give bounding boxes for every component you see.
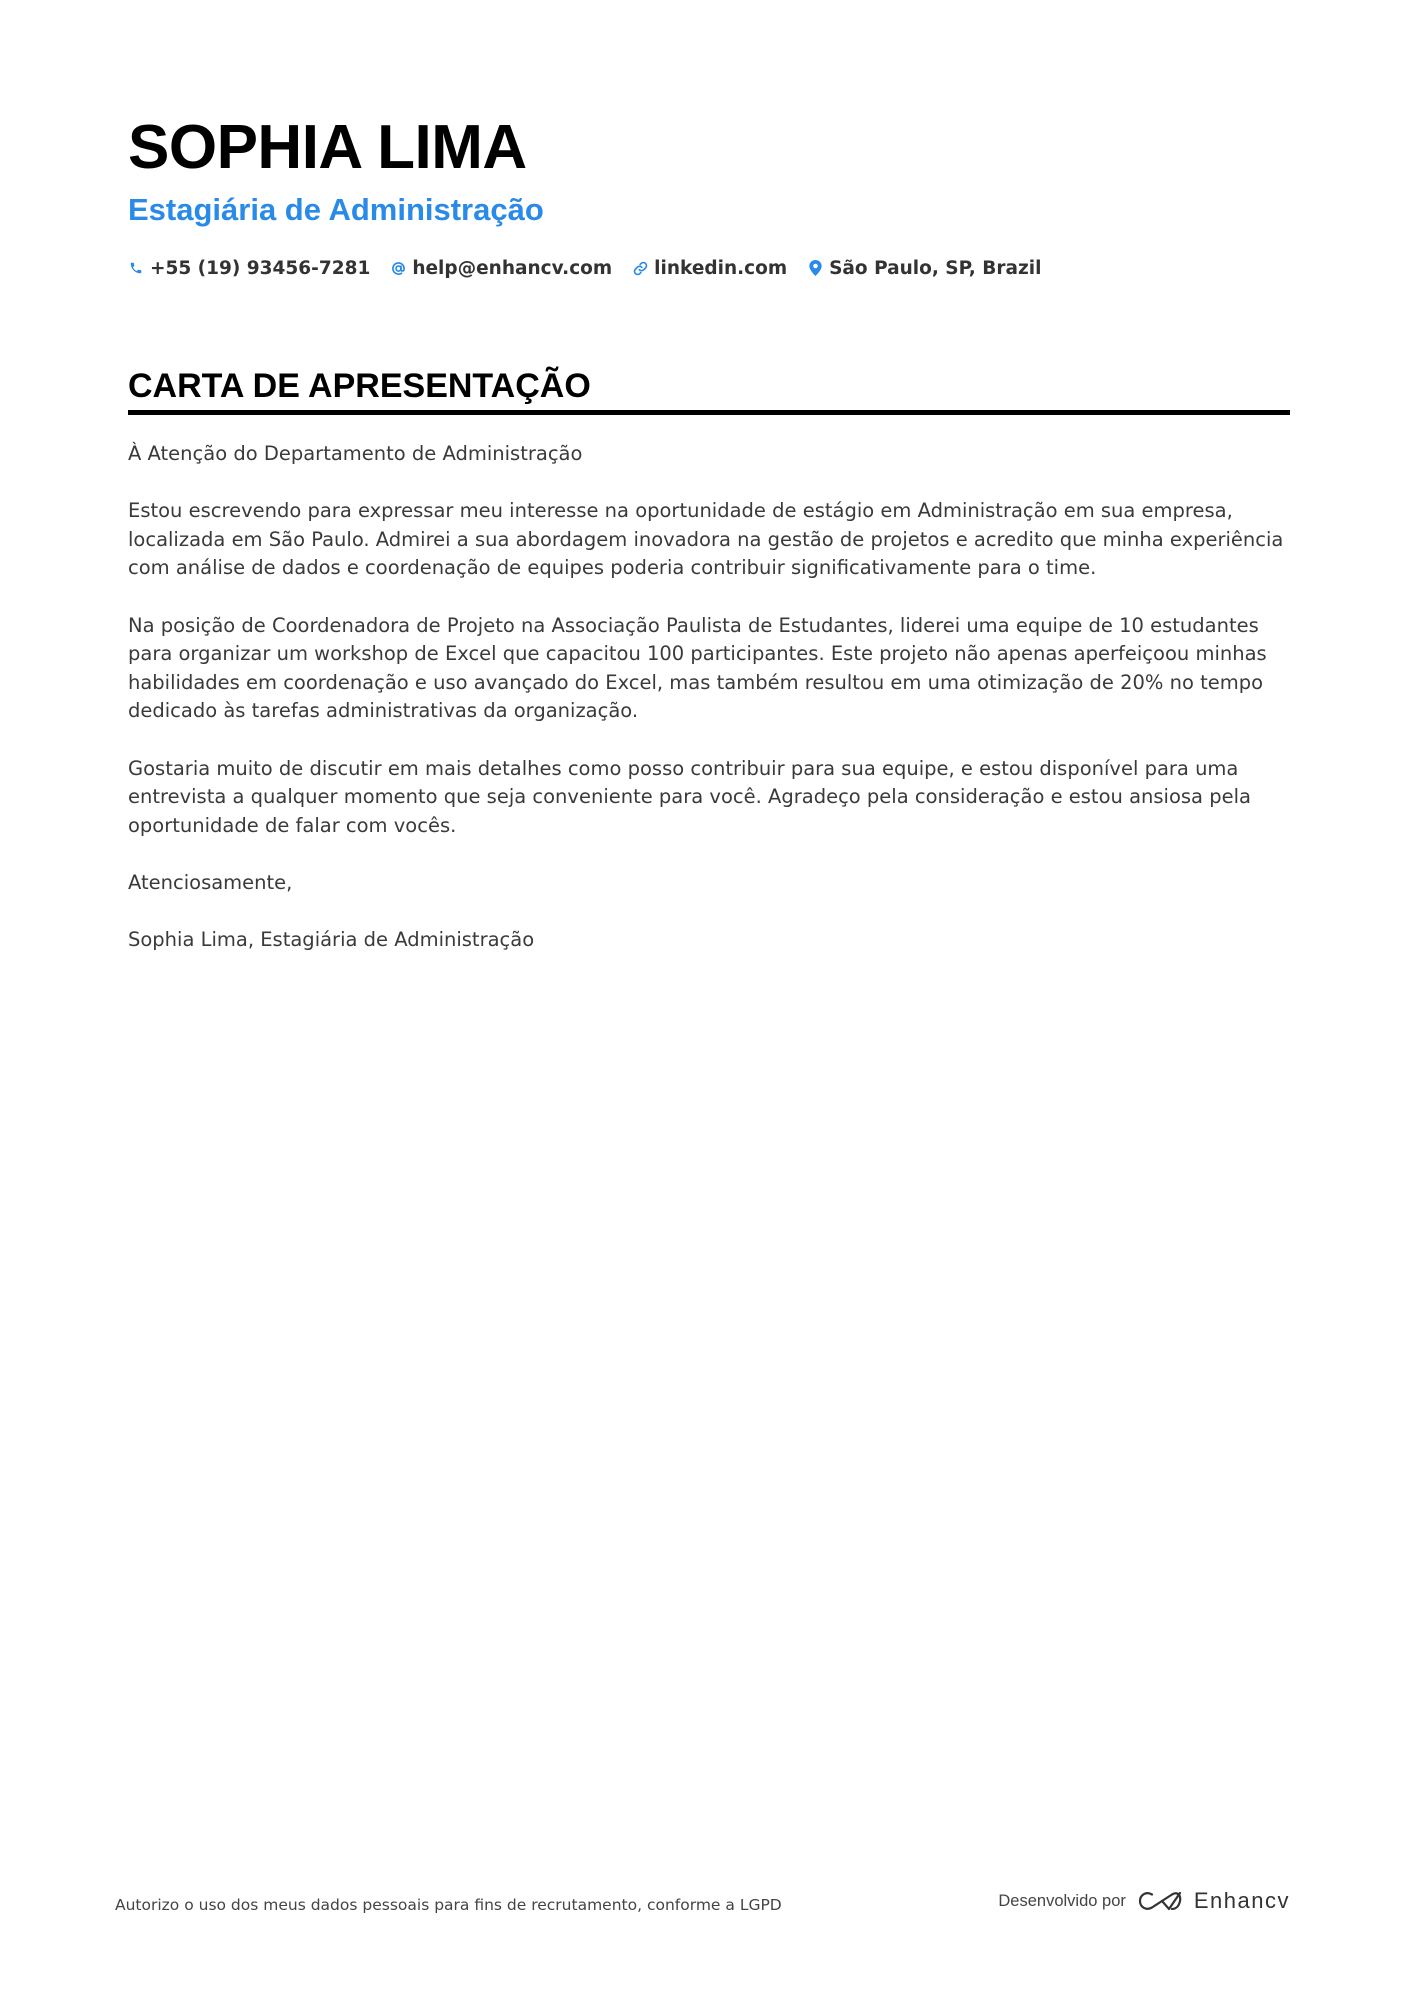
enhancv-logo-icon	[1138, 1889, 1182, 1913]
letter-paragraph: Na posição de Coordenadora de Projeto na Associação Paulista de Estudantes, liderei uma equipe de 10 estudantes para organizar um workshop de Excel que capacitou 100 participantes. Este projeto não apenas aperfeiçoou minhas habilidades em coordenação e uso avançado do Excel, mas também resultou em uma otimização de 20% no tempo dedicado às tarefas administrativas da organização.	[128, 613, 1267, 723]
candidate-role: Estagiária de Administração	[128, 192, 544, 227]
letter-paragraph: Estou escrevendo para expressar meu interesse na oportunidade de estágio em Administração em sua empresa, localizada em São Paulo. Admirei a sua abordagem inovadora na gestão de projetos e acredito que minha experiência com análise de dados e coordenação de equipes poderia contribuir significativamente para o time.	[128, 499, 1284, 580]
powered-by-label: Desenvolvido por	[998, 1891, 1126, 1910]
letter-closing: Atenciosamente,	[128, 870, 293, 894]
brand-name: Enhancv	[1193, 1888, 1290, 1913]
contact-linkedin[interactable]	[632, 258, 787, 279]
powered-by[interactable]	[998, 1888, 1290, 1914]
contact-email-text: help@enhancv.com	[412, 257, 613, 279]
section-title: CARTA DE APRESENTAÇÃO	[128, 367, 591, 405]
letter-paragraph: Gostaria muito de discutir em mais detalhes como posso contribuir para sua equipe, e estou disponível para uma entrevista a qualquer momento que seja conveniente para você. Agradeço pela consideração e estou ansiosa pela oportunidade de falar com vocês.	[128, 756, 1251, 837]
contact-bar	[128, 254, 1061, 282]
contact-phone[interactable]	[128, 258, 370, 279]
phone-icon	[128, 259, 144, 277]
contact-phone-text: +55 (19) 93456-7281	[150, 257, 371, 279]
letter-signature: Sophia Lima, Estagiária de Administração	[128, 928, 535, 952]
letter-salutation: À Atenção do Departamento de Administração	[128, 442, 583, 465]
contact-linkedin-text: linkedin.com	[654, 257, 788, 279]
link-icon	[632, 259, 648, 277]
letter-body	[128, 440, 1290, 983]
contact-location-text: São Paulo, SP, Brazil	[829, 257, 1042, 279]
candidate-name: SOPHIA LIMA	[128, 113, 527, 182]
section-divider	[128, 410, 1290, 415]
consent-note: Autorizo o uso dos meus dados pessoais para fins de recrutamento, conforme a LGPD	[115, 1896, 782, 1914]
at-icon	[390, 259, 406, 277]
location-pin-icon	[807, 259, 823, 277]
contact-location	[807, 258, 1041, 279]
contact-email[interactable]	[390, 258, 612, 279]
